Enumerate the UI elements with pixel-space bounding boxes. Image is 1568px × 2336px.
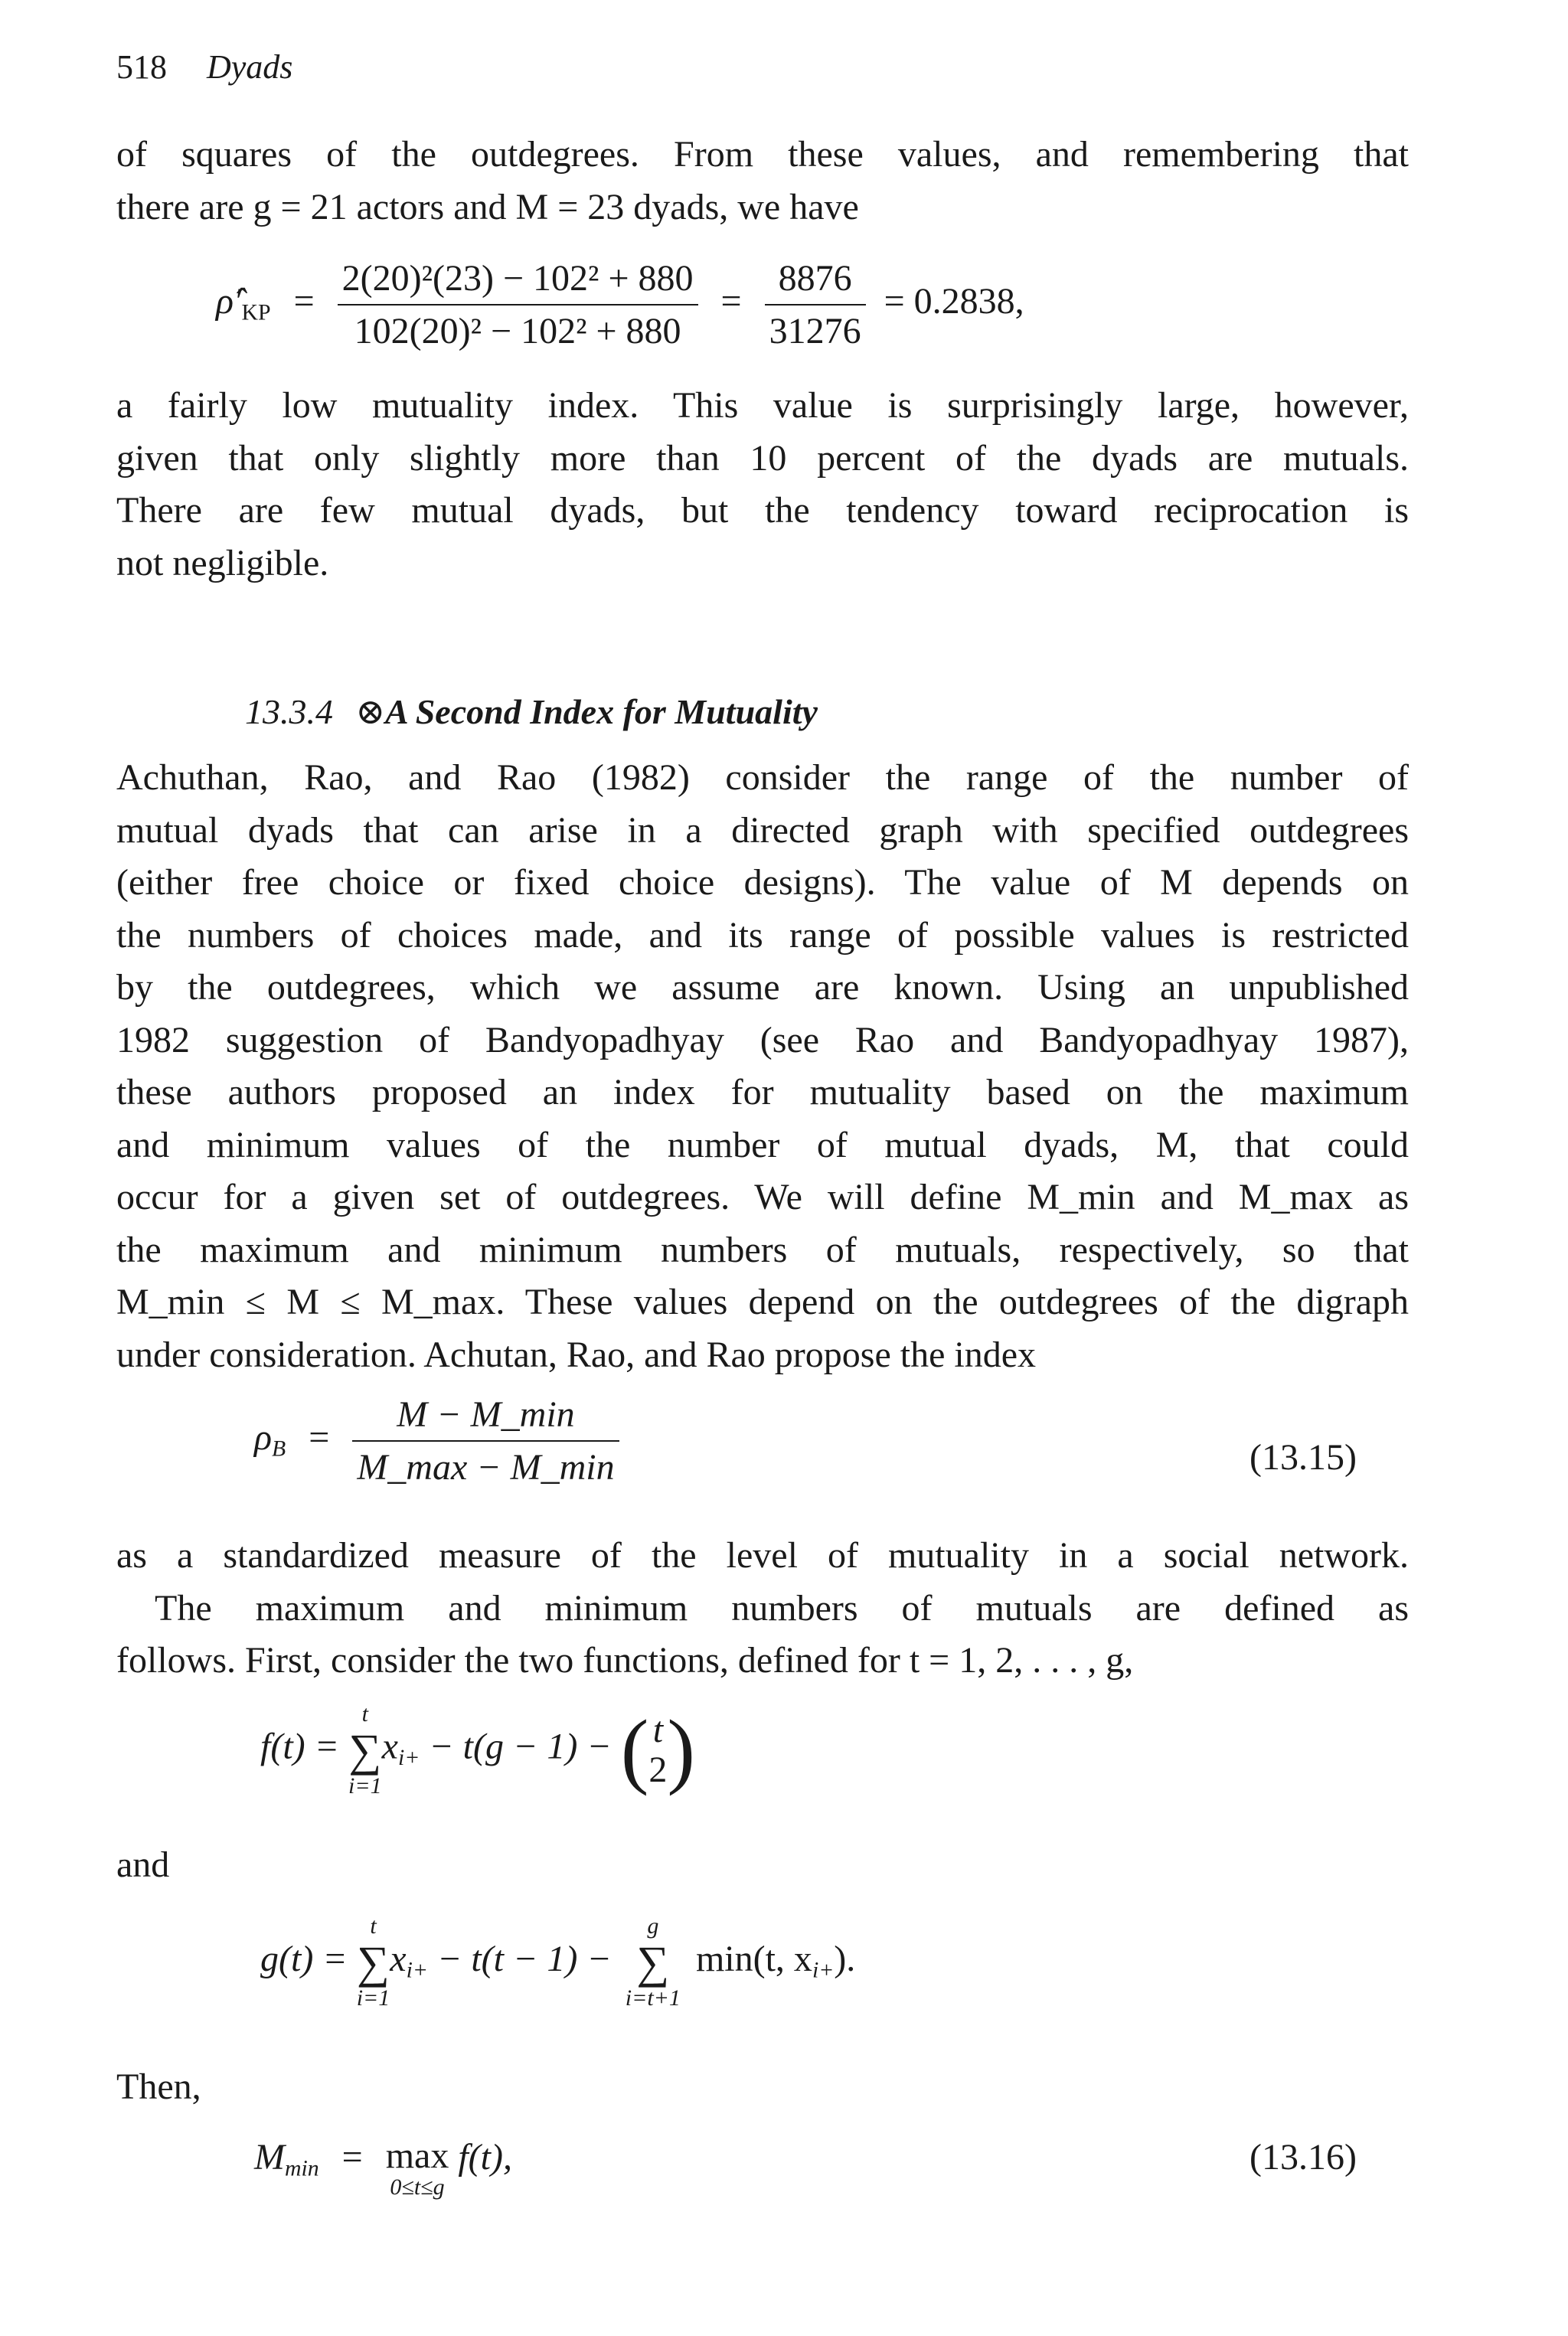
equation-rho-kp: $\rhô'_{KP}$ = $\frac{\text{2(20)²(23) − 102² + 880}}{\text{102(20)² − 102² + 880}}$ = $\frac{8876}{31276}$ = 0.2838, bbox=[216, 258, 1024, 351]
equation-f-of-t bbox=[260, 1701, 695, 1799]
max-range: 0≤t≤g bbox=[390, 2174, 445, 2200]
function-tail: min(t, x bbox=[695, 1939, 812, 1980]
text-line: Achuthan, Rao, and Rao (1982) consider the range of the number of bbox=[116, 757, 1409, 798]
summand: x bbox=[390, 1939, 407, 1980]
section-heading bbox=[245, 691, 818, 732]
starred-section-icon: ⊗ bbox=[355, 692, 386, 731]
m-min-symbol: M bbox=[254, 2137, 285, 2178]
section-number: 13.3.4 bbox=[245, 692, 333, 731]
paragraph-interpretation bbox=[116, 380, 1409, 590]
summation-icon: t ∑ i=1 bbox=[356, 1913, 390, 2011]
text-line: not negligible. bbox=[116, 542, 329, 583]
text-line: mutual dyads that can arise in a directed graph with specified outdegrees bbox=[116, 809, 1409, 851]
sum-upper-limit: t bbox=[361, 1701, 368, 1727]
sum-lower-limit: i=t+1 bbox=[625, 1985, 681, 2011]
text-line: There are few mutual dyads, but the tendency toward reciprocation is bbox=[116, 490, 1409, 531]
max-operator bbox=[386, 2136, 449, 2199]
connector-word: Then, bbox=[116, 2066, 201, 2107]
fraction-denominator: M_max − M_min bbox=[352, 1440, 619, 1488]
sum-lower-limit: i=1 bbox=[348, 1772, 382, 1799]
m-min-subscript: min bbox=[284, 2155, 319, 2181]
sum-lower-limit: i=1 bbox=[356, 1985, 390, 2011]
fraction-kp-main bbox=[338, 257, 698, 352]
fraction-numerator: 8876 bbox=[778, 258, 852, 299]
paragraph-intro bbox=[116, 129, 1409, 234]
max-label: max bbox=[385, 2135, 449, 2176]
text-line: The maximum and minimum numbers of mutuals are defined as bbox=[155, 1587, 1409, 1629]
binom-bottom: 2 bbox=[648, 1749, 668, 1790]
connector-word: and bbox=[116, 1844, 170, 1885]
paragraph-index-definition bbox=[116, 752, 1409, 1381]
text-line: by the outdegrees, which we assume are known. Using an unpublished bbox=[116, 967, 1409, 1008]
text-line: under consideration. Achutan, Rao, and Rao propose the index bbox=[116, 1334, 1037, 1375]
equation-13-16: $M_{min}$ = max 0≤t≤g f(t), bbox=[254, 2135, 512, 2200]
rho-subscript: B bbox=[272, 1436, 286, 1462]
function-middle: − t(t − 1) − bbox=[427, 1939, 612, 1980]
function-lhs: f(t) = bbox=[260, 1726, 340, 1767]
function-rest: − t(g − 1) − bbox=[420, 1726, 612, 1767]
rho-hat-symbol: ρ̂′ bbox=[216, 281, 242, 322]
text-line: these authors proposed an index for mutuality based on the maximum bbox=[116, 1072, 1409, 1112]
summand-subscript: i+ bbox=[406, 1957, 428, 1983]
fraction-rho-b bbox=[352, 1393, 619, 1488]
fraction-denominator: 102(20)² − 102² + 880 bbox=[338, 304, 698, 352]
fraction-denominator: 31276 bbox=[765, 304, 866, 352]
fraction-numerator: 2(20)²(23) − 102² + 880 bbox=[341, 258, 694, 299]
summand-subscript: i+ bbox=[397, 1744, 420, 1770]
fraction-kp-simplified bbox=[765, 257, 866, 352]
text-line: given that only slightly more than 10 percent of the dyads are mutuals. bbox=[116, 437, 1409, 479]
text-line: of squares of the outdegrees. From these values, and remembering that bbox=[116, 134, 1409, 175]
equation-number: (13.15) bbox=[1250, 1437, 1357, 1478]
function-lhs: g(t) = bbox=[260, 1939, 348, 1980]
rho-subscript: KP bbox=[241, 299, 271, 325]
equation-number: (13.16) bbox=[1250, 2137, 1357, 2178]
fraction-numerator: M − M_min bbox=[397, 1394, 575, 1435]
text-line: (either free choice or fixed choice designs). The value of M depends on bbox=[116, 862, 1409, 903]
text-line: M_min ≤ M ≤ M_max. These values depend on the outdegrees of the digraph bbox=[116, 1282, 1409, 1322]
section-title: A Second Index for Mutuality bbox=[385, 692, 818, 731]
page-number: 518 bbox=[116, 48, 167, 86]
text-line: as a standardized measure of the level of mutuality in a social network. bbox=[116, 1535, 1409, 1576]
text-line: and minimum values of the number of mutual dyads, M, that could bbox=[116, 1124, 1409, 1165]
rho-symbol: ρ bbox=[254, 1417, 273, 1459]
running-title: Dyads bbox=[207, 48, 293, 86]
tail-subscript: i+ bbox=[812, 1957, 835, 1983]
text-line: there are g = 21 actors and M = 23 dyads, we have bbox=[116, 186, 859, 227]
text-line: occur for a given set of outdegrees. We will define M_min and M_max as bbox=[116, 1177, 1409, 1217]
sum-upper-limit: t bbox=[370, 1913, 377, 1939]
max-argument: f(t), bbox=[458, 2137, 512, 2178]
text-line: the numbers of choices made, and its range of possible values is restricted bbox=[116, 914, 1409, 956]
equation-result: = 0.2838, bbox=[884, 281, 1024, 322]
binomial-coefficient: ( t 2 ) bbox=[620, 1703, 696, 1796]
sum-upper-limit: g bbox=[647, 1913, 659, 1939]
text-line: follows. First, consider the two functions, defined for t = 1, 2, . . . , g, bbox=[116, 1640, 1134, 1681]
text-line: the maximum and minimum numbers of mutuals, respectively, so that bbox=[116, 1229, 1409, 1270]
equation-13-15: $\rho_B$ = $\frac{M - M\_\min}{M\_\max - M\_\min}$ bbox=[254, 1393, 619, 1488]
summand: x bbox=[381, 1726, 398, 1767]
summation-icon: g ∑ i=t+1 bbox=[625, 1913, 681, 2011]
text-line: 1982 suggestion of Bandyopadhyay (see Rao and Bandyopadhyay 1987), bbox=[116, 1019, 1409, 1060]
tail-end: ). bbox=[834, 1939, 856, 1980]
paragraph-functions-intro bbox=[116, 1530, 1409, 1687]
text-line: a fairly low mutuality index. This value is surprisingly large, however, bbox=[116, 385, 1409, 426]
binom-top: t bbox=[652, 1709, 664, 1750]
running-header bbox=[116, 47, 292, 87]
summation-icon: t ∑ i=1 bbox=[348, 1701, 382, 1799]
equation-g-of-t bbox=[260, 1914, 855, 2011]
